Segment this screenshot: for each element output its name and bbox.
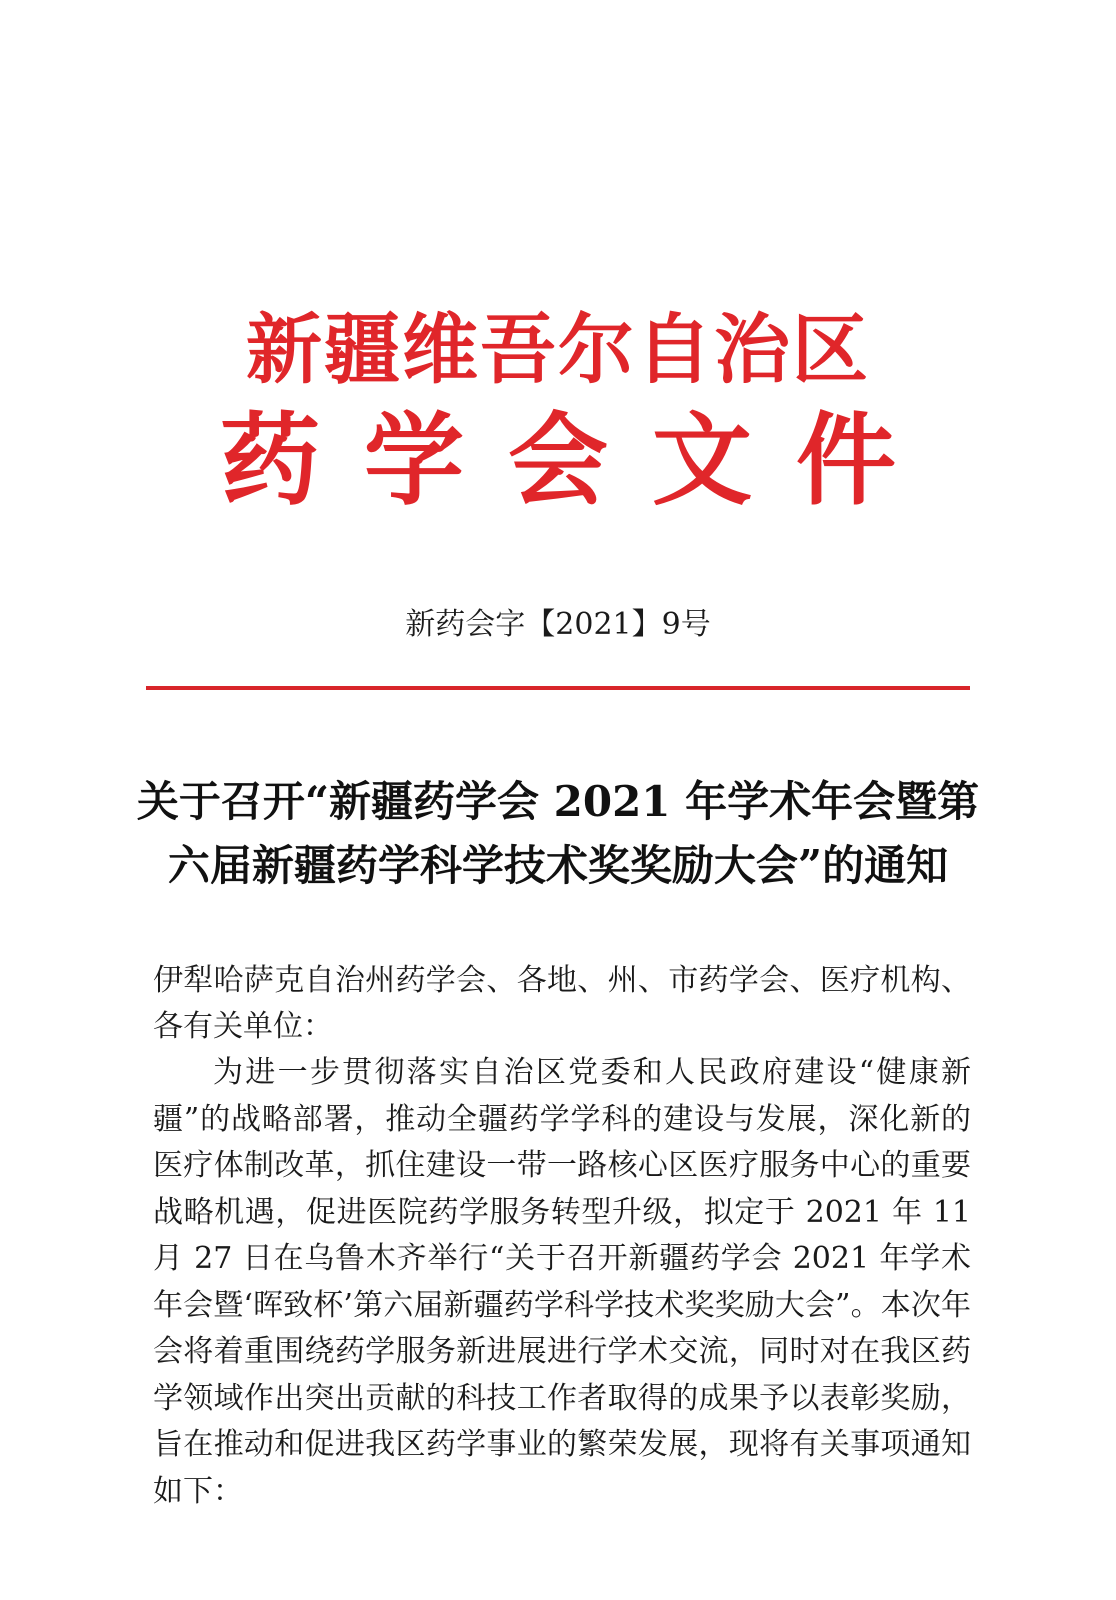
- red-divider-rule: [146, 686, 970, 690]
- notice-title-line-1: 关于召开“新疆药学会 2021 年学术年会暨第: [136, 777, 980, 826]
- notice-title: [120, 770, 996, 898]
- document-number: 新药会字【2021】9号: [405, 607, 711, 642]
- issuer-document-heading: 药学会文件: [220, 401, 940, 519]
- issuer-region-heading: 新疆维吾尔自治区: [246, 305, 870, 394]
- notice-title-line-2: 六届新疆药学科学技术奖奖励大会”的通知: [167, 841, 949, 890]
- recipients-salutation: 伊犁哈萨克自治州药学会、各地、州、市药学会、医疗机构、各有关单位：: [153, 963, 971, 1044]
- body-paragraph: 为进一步贯彻落实自治区党委和人民政府建设“健康新疆”的战略部署，推动全疆药学学科的建设与发展，深化新的医疗体制改革，抓住建设一带一路核心区医疗服务中心的重要战略机遇，促进医院药学服务转型升级，拟定于 2021 年 11 月 27 日在乌鲁木齐举行“关于召开新疆药学会 2021 年学术年会暨‘晖致杯’第六届新疆药学科学技术奖奖励大会”。本次年会将着重围绕药学服务新进展进行学术交流，同时对在我区药学领域作出突出贡献的科技工作者取得的成果予以表彰奖励，旨在推动和促进我区药学事业的繁荣发展，现将有关事项通知如下：: [153, 1055, 971, 1509]
